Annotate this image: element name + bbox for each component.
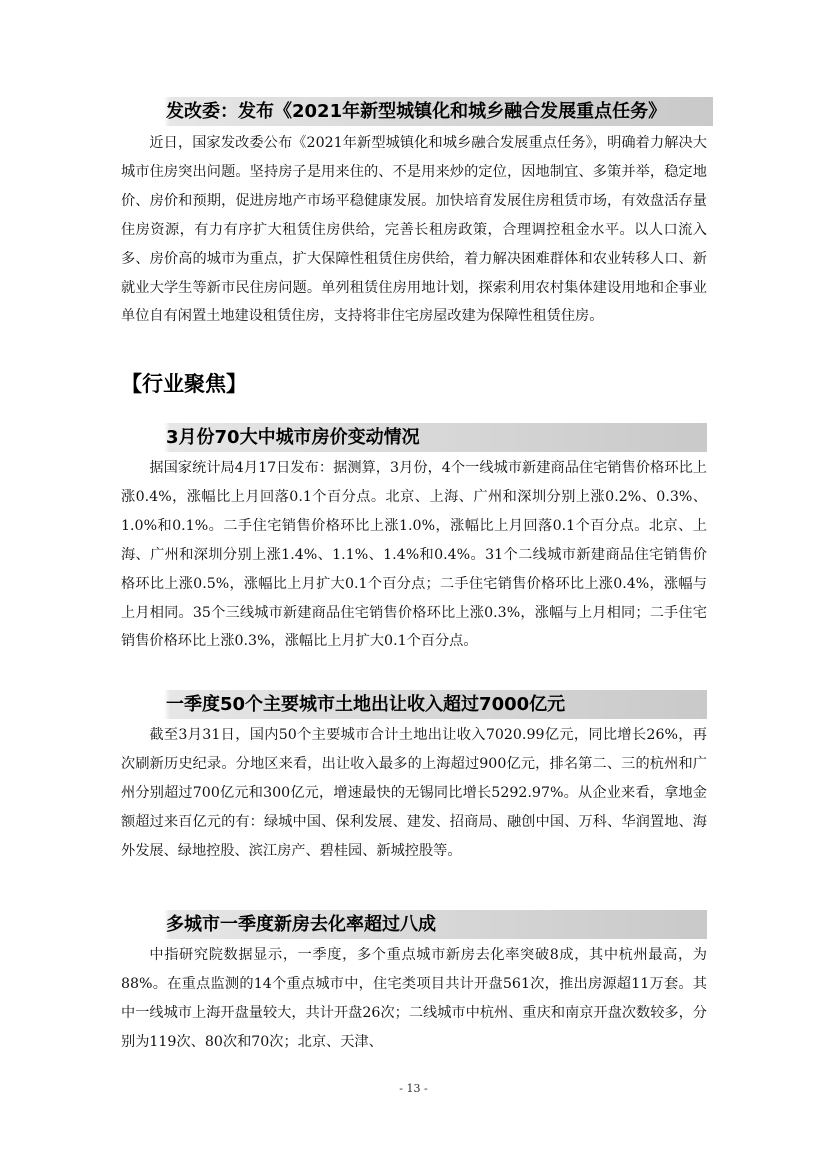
article-title: 发改委：发布《2021年新型城镇化和城乡融合发展重点任务》 [166,101,667,122]
article-title-bar [164,97,713,126]
page-number: - 13 - [399,1082,428,1095]
article-title-bar [164,423,707,452]
article-paragraph: 近日，国家发改委公布《2021年新型城镇化和城乡融合发展重点任务》，明确着力解决大城市住房突出问题。坚持房子是用来住的、不是用来炒的定位，因地制宜、多策并举，稳定地价、房价和预期，促进房地产市场平稳健康发展。加快培育发展住房租赁市场，有效盘活存量住房资源，有力有序扩大租赁住房供给，完善长租房政策，合理调控租金水平。以人口流入多、房价高的城市为重点，扩大保障性租赁住房供给，着力解决困难群体和农业转移人口、新就业大学生等新市民住房问题。单列租赁住房用地计划，探索利用农村集体建设用地和企事业单位自有闲置土地建设租赁住房，支持将非住宅房屋改建为保障性租赁住房。 [121,135,707,325]
article-title-bar [164,690,707,719]
article-paragraph: 截至3月31日，国内50个主要城市合计土地出让收入7020.99亿元，同比增长26%，再次刷新历史纪录。分地区来看，出让收入最多的上海超过900亿元，排名第二、三的杭州和广州分别超过700亿元和300亿元，增速最快的无锡同比增长5292.97%。从企业来看，拿地金额超过来百亿元的有：绿城中国、保利发展、建发、招商局、融创中国、万科、华润置地、海外发展、绿地控股、滨江房产、碧桂园、新城控股等。 [121,727,707,859]
article-title: 一季度50个主要城市土地出让收入超过7000亿元 [166,694,566,715]
article-title: 多城市一季度新房去化率超过八成 [166,914,436,935]
article-paragraph: 据国家统计局4月17日发布：据测算，3月份，4个一线城市新建商品住宅销售价格环比上涨0.4%，涨幅比上月回落0.1个百分点。北京、上海、广州和深圳分别上涨0.2%、0.3%、1.0%和0.1%。二手住宅销售价格环比上涨1.0%，涨幅比上月回落0.1个百分点。北京、上海、广州和深圳分别上涨1.4%、1.1%、1.4%和0.4%。31个二线城市新建商品住宅销售价格环比上涨0.5%，涨幅比上月扩大0.1个百分点；二手住宅销售价格环比上涨0.4%，涨幅与上月相同。35个三线城市新建商品住宅销售价格环比上涨0.3%，涨幅与上月相同；二手住宅销售价格环比上涨0.3%，涨幅比上月扩大0.1个百分点。 [121,460,707,650]
article-paragraph: 中指研究院数据显示，一季度，多个重点城市新房去化率突破8成，其中杭州最高，为88%。在重点监测的14个重点城市中，住宅类项目共计开盘561次，推出房源超11万套。其中一线城市上海开盘量较大，共计开盘26次；二线城市中杭州、重庆和南京开盘次数较多，分别为119次、80次和70次；北京、天津、 [121,947,707,1050]
article-title: 3月份70大中城市房价变动情况 [166,427,420,448]
section-heading: 【行业聚焦】 [121,372,247,396]
article-title-bar [164,910,707,939]
